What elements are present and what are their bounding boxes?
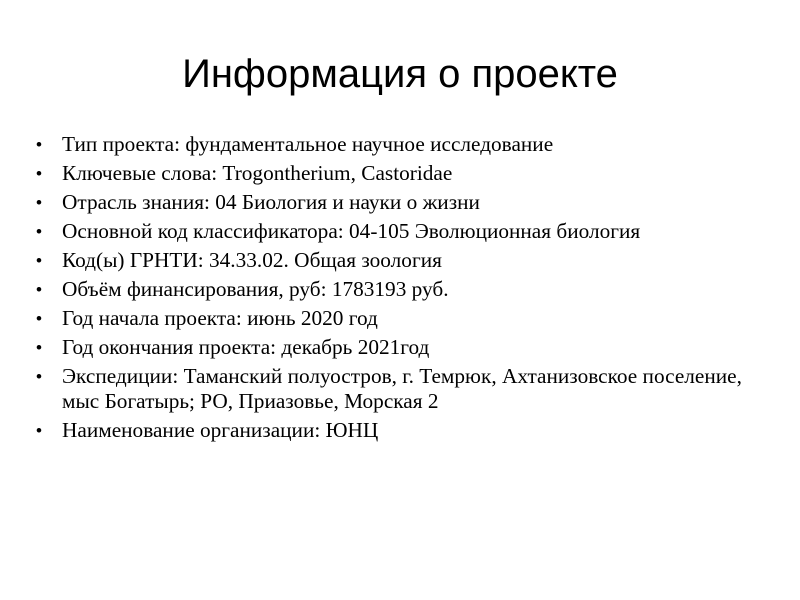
bullet-text: Экспедиции: Таманский полуостров, г. Темрюк, Ахтанизовское поселение, мыс Богатырь; РО, Приазовье, Морская 2 bbox=[62, 364, 742, 413]
bullet-text: Код(ы) ГРНТИ: 34.33.02. Общая зоология bbox=[62, 248, 442, 272]
slide-title: Информация о проекте bbox=[182, 52, 618, 96]
bullet-icon: • bbox=[36, 280, 42, 299]
bullet-text: Тип проекта: фундаментальное научное исследование bbox=[62, 132, 554, 156]
bullet-icon: • bbox=[36, 338, 42, 357]
bullet-item bbox=[36, 306, 756, 331]
bullet-text: Ключевые слова: Trogontherium, Castoridae bbox=[62, 161, 453, 185]
bullet-text: Год окончания проекта: декабрь 2021год bbox=[62, 335, 430, 359]
bullet-item bbox=[36, 364, 756, 414]
bullet-icon: • bbox=[36, 309, 42, 328]
bullet-icon: • bbox=[36, 421, 42, 440]
bullet-item bbox=[36, 132, 756, 157]
bullet-icon: • bbox=[36, 251, 42, 270]
bullet-item bbox=[36, 335, 756, 360]
bullet-text: Основной код классификатора: 04-105 Эволюционная биология bbox=[62, 219, 641, 243]
bullet-item bbox=[36, 161, 756, 186]
bullet-icon: • bbox=[36, 193, 42, 212]
bullet-text: Наименование организации: ЮНЦ bbox=[62, 418, 379, 442]
bullet-item bbox=[36, 277, 756, 302]
bullet-item bbox=[36, 190, 756, 215]
bullet-text: Отрасль знания: 04 Биология и науки о жизни bbox=[62, 190, 480, 214]
bullet-icon: • bbox=[36, 222, 42, 241]
bullet-icon: • bbox=[36, 135, 42, 154]
bullet-text: Год начала проекта: июнь 2020 год bbox=[62, 306, 378, 330]
bullet-icon: • bbox=[36, 367, 42, 386]
bullet-item bbox=[36, 248, 756, 273]
bullet-list bbox=[36, 132, 756, 447]
bullet-item bbox=[36, 219, 756, 244]
bullet-icon: • bbox=[36, 164, 42, 183]
bullet-text: Объём финансирования, руб: 1783193 руб. bbox=[62, 277, 449, 301]
bullet-item bbox=[36, 418, 756, 443]
